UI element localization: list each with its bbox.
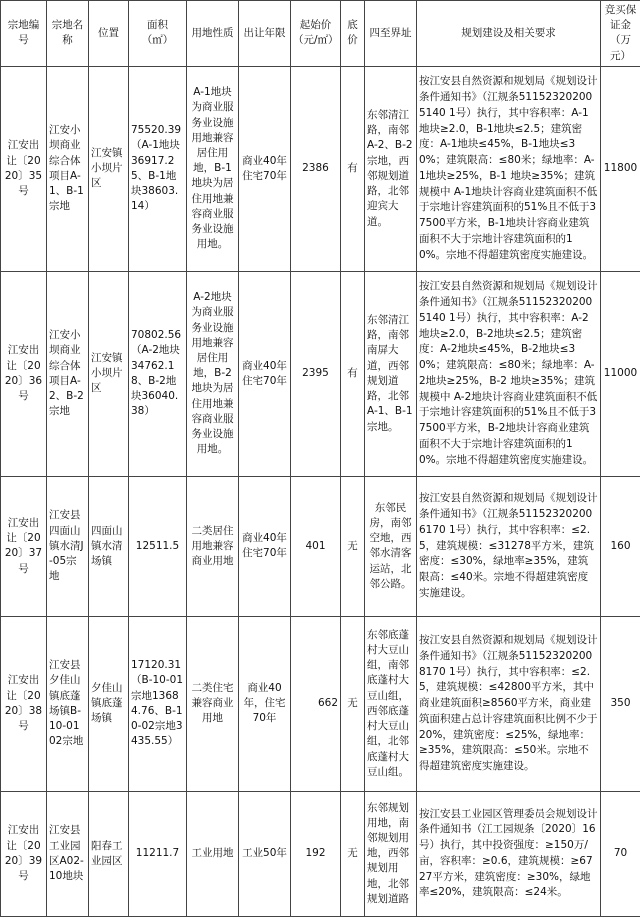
cell-use: A-1地块为商业服务业设施用地兼容居住用地，B-1地块为居住用地兼容商业服务业设施用地。 bbox=[187, 66, 239, 271]
cell-requirements: 按江安县工业园区管理委员会规划设计条件通知书（江工园规条〔2020〕16号）执行，其中投资强度：≥150万/亩，容积率：≥0.6，建筑规模：≥6727平方米，建筑密度：≥30%，绿地率≤20%，建筑限高：≤24米。 bbox=[417, 791, 601, 916]
cell-requirements: 按江安县自然资源和规划局《规划设计条件通知书》（江规条511523202005140 1号）执行，其中容积率：A-2地块≥2.0，B-2地块≤2.5；建筑密度：A-2地块≤45%，B-2地块≤30%；建筑限高：≤80米；绿地率：A-2地块≥25%，B-2 地块≥35%；建筑规模中 A-2地块计容商业建筑面积不低于宗地计容建筑面积的51%且不低于37500平方米，B-2地块计容商业建筑面积不大于宗地计容建筑面积的10%。宗地不得超建筑密度实施建设。 bbox=[417, 271, 601, 476]
header-id: 宗地编号 bbox=[1, 1, 47, 67]
cell-id: 江安出让〔2020〕37号 bbox=[1, 476, 47, 616]
header-deposit bbox=[601, 1, 640, 67]
cell-price: 192 bbox=[291, 791, 341, 916]
cell-name: 江安县工业园区A02-10地块 bbox=[47, 791, 89, 916]
cell-requirements: 按江安县自然资源和规划局《规划设计条件通知书》（江规条511523202005140 1号）执行，其中容积率：A-1地块≥2.0，B-1地块≤2.5；建筑密度：A-1地块≤45%，B-1地块≤30%；建筑限高：≤80米；绿地率：A-1地块≥25%，B-1 地块≥35%；建筑规模中 A-1地块计容商业建筑面积不低于宗地计容建筑面积的51%且不低于37500平方米，B-1地块计容商业建筑面积不大于宗地计容建筑面积的10%。宗地不得超建筑密度实施建设。 bbox=[417, 66, 601, 271]
cell-area: 17120.31（B-10-01宗地13684.76、B-10-02宗地3435.55） bbox=[129, 616, 187, 791]
cell-use: 工业用地 bbox=[187, 791, 239, 916]
cell-reserve: 无 bbox=[341, 476, 365, 616]
cell-location: 江安镇小坝片区 bbox=[89, 271, 129, 476]
cell-id: 江安出让〔2020〕35号 bbox=[1, 66, 47, 271]
cell-id: 江安出让〔2020〕36号 bbox=[1, 271, 47, 476]
cell-name: 江安县四面山镇水清J-05宗地 bbox=[47, 476, 89, 616]
header-area-unit: （㎡） bbox=[131, 33, 184, 48]
cell-deposit: 11000 bbox=[601, 271, 640, 476]
cell-id: 江安出让〔2020〕39号 bbox=[1, 791, 47, 916]
cell-reserve: 无 bbox=[341, 791, 365, 916]
header-deposit-label: 竞买保证金 bbox=[603, 3, 638, 33]
header-term: 出让年限 bbox=[239, 1, 291, 67]
cell-term: 商业40年住宅70年 bbox=[239, 66, 291, 271]
table-row bbox=[1, 476, 640, 616]
cell-deposit: 11800 bbox=[601, 66, 640, 271]
cell-deposit: 70 bbox=[601, 791, 640, 916]
cell-price: 401 bbox=[291, 476, 341, 616]
cell-location: 江安镇小坝片区 bbox=[89, 66, 129, 271]
header-price bbox=[291, 1, 341, 67]
header-use: 用地性质 bbox=[187, 1, 239, 67]
cell-term: 商业40年住宅70年 bbox=[239, 271, 291, 476]
cell-area: 11211.7 bbox=[129, 791, 187, 916]
table-row bbox=[1, 66, 640, 271]
cell-area: 12511.5 bbox=[129, 476, 187, 616]
cell-name: 江安小坝商业综合体项目A-2、B-2宗地 bbox=[47, 271, 89, 476]
cell-name: 江安小坝商业综合体项目A-1、B-1宗地 bbox=[47, 66, 89, 271]
cell-boundary: 东邻清江路，南邻南屏大道，西邻规划道路，北邻A-1、B-1宗地。 bbox=[365, 271, 417, 476]
table-row bbox=[1, 271, 640, 476]
header-requirements: 规划建设及相关要求 bbox=[417, 1, 601, 67]
cell-boundary: 东邻底蓬村大豆山组，南邻底蓬村大豆山组，西邻底蓬村大豆山组，北邻底蓬村大豆山组。 bbox=[365, 616, 417, 791]
header-reserve: 底价 bbox=[341, 1, 365, 67]
header-price-unit: （元/㎡） bbox=[293, 33, 338, 48]
cell-area: 70802.56（A-2地块34762.18、B-2地块36040.38） bbox=[129, 271, 187, 476]
cell-reserve: 无 bbox=[341, 616, 365, 791]
header-area bbox=[129, 1, 187, 67]
cell-boundary: 东邻清江路，南邻A-2、B-2宗地，西邻规划道路，北邻迎宾大道。 bbox=[365, 66, 417, 271]
table-row bbox=[1, 616, 640, 791]
header-price-label: 起始价 bbox=[293, 18, 338, 33]
cell-use: 二类居住用地兼容商业用地 bbox=[187, 476, 239, 616]
cell-location: 阳春工业园区 bbox=[89, 791, 129, 916]
header-location: 位置 bbox=[89, 1, 129, 67]
header-name: 宗地名称 bbox=[47, 1, 89, 67]
cell-requirements: 按江安县自然资源和规划局《规划设计条件通知书》（江规条511523202006170 1号）执行，其中容积率：≤2.5，建筑规模：≤31278平方米，建筑密度：≤30%，绿地率≥35%，建筑限高：≤40米。宗地不得超建筑密度实施建设。 bbox=[417, 476, 601, 616]
table-row bbox=[1, 791, 640, 916]
cell-term: 商业40年住宅70年 bbox=[239, 476, 291, 616]
header-area-label: 面积 bbox=[131, 18, 184, 33]
cell-boundary: 东邻民房，南邻空地，西邻水清客运站，北邻公路。 bbox=[365, 476, 417, 616]
cell-reserve: 有 bbox=[341, 271, 365, 476]
cell-reserve: 有 bbox=[341, 66, 365, 271]
cell-area: 75520.39（A-1地块36917.25、B-1地块38603.14） bbox=[129, 66, 187, 271]
header-deposit-unit: （万元） bbox=[603, 33, 638, 63]
cell-id: 江安出让〔2020〕38号 bbox=[1, 616, 47, 791]
cell-deposit: 160 bbox=[601, 476, 640, 616]
cell-location: 夕佳山镇底蓬场镇 bbox=[89, 616, 129, 791]
cell-price: 662 bbox=[291, 616, 341, 791]
cell-use: 二类住宅兼容商业用地 bbox=[187, 616, 239, 791]
cell-boundary: 东邻规划用地，南邻规划用地，西邻规划用地，北邻规划道路 bbox=[365, 791, 417, 916]
cell-location: 四面山镇水清场镇 bbox=[89, 476, 129, 616]
cell-requirements: 按江安县自然资源和规划局《规划设计条件通知书》（江规条511523202008170 1号）执行，其中容积率：≤2.5，建筑规模：≤42800平方米，其中商业建筑面积≥8560平方米，商业建筑面积建占总计容建筑面积比例不少于20%，建筑密度：≤25%，绿地率：≥35%，建筑限高：≤50米。宗地不得超建筑密度实施建设。 bbox=[417, 616, 601, 791]
cell-price: 2395 bbox=[291, 271, 341, 476]
cell-name: 江安县夕佳山镇底蓬场镇B-10-0102宗地 bbox=[47, 616, 89, 791]
cell-price: 2386 bbox=[291, 66, 341, 271]
header-row bbox=[1, 1, 640, 67]
cell-term: 商业40年，住宅70年 bbox=[239, 616, 291, 791]
header-boundary: 四至界址 bbox=[365, 1, 417, 67]
cell-term: 工业50年 bbox=[239, 791, 291, 916]
cell-deposit: 350 bbox=[601, 616, 640, 791]
cell-use: A-2地块为商业服务业设施用地兼容居住用地，B-2地块为居住用地兼容商业服务业设施用地。 bbox=[187, 271, 239, 476]
